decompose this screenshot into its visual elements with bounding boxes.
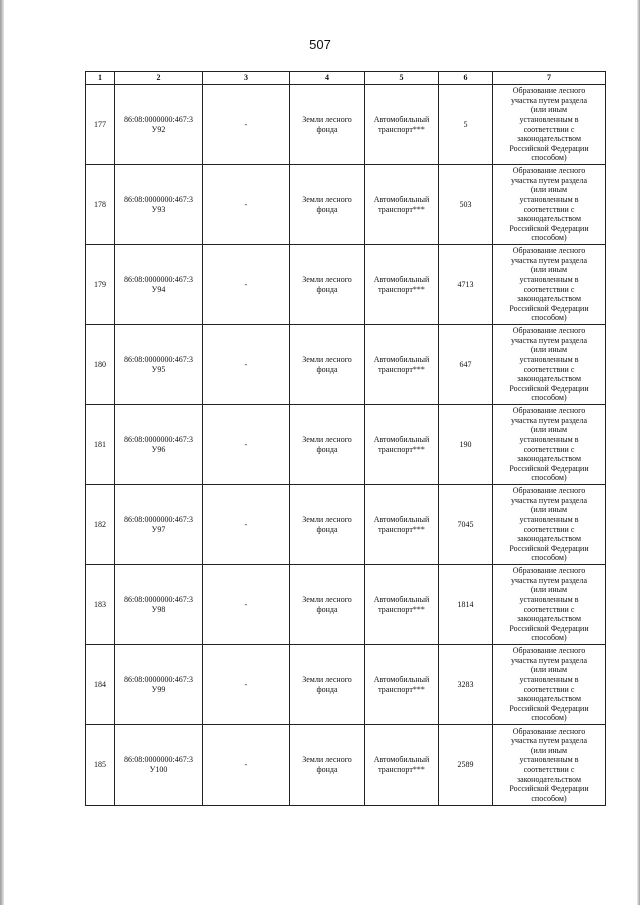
formation-method-line: (или иным	[530, 505, 568, 515]
table-row	[86, 485, 606, 565]
formation-method-line: участка путем раздела	[510, 415, 588, 425]
formation-method-line: законодательством	[516, 374, 582, 384]
cadastral-number	[115, 485, 203, 565]
header-col-7: 7	[493, 72, 606, 85]
formation-method-line: участка путем раздела	[510, 95, 588, 105]
col-3-value: -	[203, 325, 290, 405]
permitted-use-line: транспорт***	[378, 604, 425, 614]
row-number: 185	[86, 725, 115, 806]
formation-method-line: установленным в	[519, 114, 579, 124]
row-number: 183	[86, 565, 115, 645]
row-number: 180	[86, 325, 115, 405]
table-header	[86, 72, 606, 85]
cadastral-number	[115, 405, 203, 485]
cadastral-number	[115, 645, 203, 725]
header-col-6: 6	[439, 72, 493, 85]
land-category-line: Земли лесного	[302, 755, 352, 764]
cadastral-number	[115, 565, 203, 645]
permitted-use-line: транспорт***	[378, 284, 425, 294]
area-value: 5	[439, 85, 493, 165]
formation-method	[493, 405, 606, 485]
area-value: 7045	[439, 485, 493, 565]
formation-method-line: способом)	[531, 473, 567, 483]
formation-method-line: (или иным	[530, 105, 568, 115]
formation-method-line: соответствии с	[523, 444, 575, 454]
area-value: 3283	[439, 645, 493, 725]
cadastral-number	[115, 245, 203, 325]
formation-method-line: Российской Федерации	[509, 463, 589, 473]
formation-method-line: способом)	[531, 233, 567, 243]
cadastral-number-line: У94	[151, 284, 166, 294]
land-plot-table	[85, 71, 606, 806]
land-category-line: фонда	[316, 124, 338, 134]
formation-method-line: участка путем раздела	[510, 655, 588, 665]
permitted-use-line: транспорт***	[378, 364, 425, 374]
formation-method-line: участка путем раздела	[510, 335, 588, 345]
land-category-line: фонда	[316, 604, 338, 614]
land-category-line: фонда	[316, 524, 338, 534]
formation-method-line: Российской Федерации	[509, 703, 589, 713]
formation-method-line: Образование лесного	[512, 166, 586, 176]
permitted-use	[365, 485, 439, 565]
header-col-4: 4	[290, 72, 365, 85]
table-row	[86, 165, 606, 245]
table-row	[86, 725, 606, 806]
formation-method	[493, 85, 606, 165]
land-category	[290, 245, 365, 325]
area-value: 2589	[439, 725, 493, 806]
land-category	[290, 85, 365, 165]
header-row	[86, 72, 606, 85]
cadastral-number-line: У97	[151, 524, 166, 534]
cadastral-number-line: У93	[151, 204, 166, 214]
cadastral-number-line: У95	[151, 364, 166, 374]
cadastral-number-line: У99	[151, 684, 166, 694]
cadastral-number-line: 86:08:0000000:467:3	[124, 194, 193, 204]
formation-method-line: (или иным	[530, 345, 568, 355]
permitted-use-line: Автомобильный	[373, 674, 430, 684]
col-3-value: -	[203, 405, 290, 485]
permitted-use-line: транспорт***	[378, 524, 425, 534]
formation-method-line: способом)	[531, 713, 567, 723]
row-number: 179	[86, 245, 115, 325]
formation-method	[493, 165, 606, 245]
cadastral-number-line: 86:08:0000000:467:3	[124, 755, 193, 764]
land-category	[290, 405, 365, 485]
permitted-use-line: Автомобильный	[373, 755, 430, 764]
formation-method-line: Российской Федерации	[509, 623, 589, 633]
permitted-use-line: Автомобильный	[373, 594, 430, 604]
scan-edge-left	[0, 0, 4, 905]
cadastral-number-line: 86:08:0000000:467:3	[124, 594, 193, 604]
col-3-value: -	[203, 165, 290, 245]
formation-method-line: соответствии с	[523, 604, 575, 614]
formation-method-line: Российской Федерации	[509, 383, 589, 393]
permitted-use-line: Автомобильный	[373, 514, 430, 524]
formation-method	[493, 485, 606, 565]
formation-method	[493, 565, 606, 645]
formation-method-line: Образование лесного	[512, 326, 586, 336]
formation-method-line: способом)	[531, 553, 567, 563]
formation-method-line: Образование лесного	[512, 486, 586, 496]
land-category-line: Земли лесного	[302, 594, 352, 604]
formation-method-line: (или иным	[530, 265, 568, 275]
formation-method-line: соответствии с	[523, 765, 575, 774]
formation-method-line: Образование лесного	[512, 86, 586, 96]
formation-method-line: установленным в	[519, 514, 579, 524]
formation-method-line: Образование лесного	[512, 566, 586, 576]
formation-method-line: установленным в	[519, 194, 579, 204]
header-col-3: 3	[203, 72, 290, 85]
area-value: 647	[439, 325, 493, 405]
formation-method-line: (или иным	[530, 185, 568, 195]
formation-method-line: установленным в	[519, 674, 579, 684]
land-category-line: Земли лесного	[302, 274, 352, 284]
cadastral-number	[115, 725, 203, 806]
header-col-5: 5	[365, 72, 439, 85]
formation-method-line: Российской Федерации	[509, 223, 589, 233]
row-number: 184	[86, 645, 115, 725]
table-row	[86, 565, 606, 645]
permitted-use	[365, 565, 439, 645]
table-row	[86, 245, 606, 325]
land-category	[290, 485, 365, 565]
table-row	[86, 645, 606, 725]
header-col-1: 1	[86, 72, 115, 85]
land-category-line: Земли лесного	[302, 354, 352, 364]
permitted-use	[365, 645, 439, 725]
formation-method-line: способом)	[531, 633, 567, 643]
formation-method-line: установленным в	[519, 274, 579, 284]
formation-method-line: законодательством	[516, 454, 582, 464]
permitted-use-line: транспорт***	[378, 684, 425, 694]
formation-method-line: (или иным	[530, 425, 568, 435]
page-number: 507	[309, 37, 331, 52]
formation-method	[493, 645, 606, 725]
land-category	[290, 565, 365, 645]
cadastral-number-line: 86:08:0000000:467:3	[124, 274, 193, 284]
formation-method-line: Образование лесного	[512, 646, 586, 656]
formation-method-line: способом)	[531, 153, 567, 163]
formation-method-line: (или иным	[530, 745, 568, 755]
cadastral-number	[115, 165, 203, 245]
row-number: 181	[86, 405, 115, 485]
permitted-use	[365, 405, 439, 485]
formation-method-line: законодательством	[516, 294, 582, 304]
area-value: 190	[439, 405, 493, 485]
formation-method-line: Образование лесного	[512, 726, 586, 736]
cadastral-number	[115, 85, 203, 165]
cadastral-number-line: У100	[149, 765, 168, 774]
land-category-line: Земли лесного	[302, 674, 352, 684]
table-body	[86, 85, 606, 806]
row-number: 177	[86, 85, 115, 165]
land-category	[290, 725, 365, 806]
cadastral-number	[115, 325, 203, 405]
formation-method-line: законодательством	[516, 774, 582, 784]
row-number: 178	[86, 165, 115, 245]
land-category-line: фонда	[316, 765, 338, 774]
col-3-value: -	[203, 645, 290, 725]
formation-method-line: соответствии с	[523, 684, 575, 694]
land-category-line: фонда	[316, 284, 338, 294]
col-3-value: -	[203, 565, 290, 645]
formation-method-line: участка путем раздела	[510, 575, 588, 585]
formation-method	[493, 245, 606, 325]
formation-method-line: Российской Федерации	[509, 784, 589, 794]
formation-method-line: Образование лесного	[512, 406, 586, 416]
cadastral-number-line: 86:08:0000000:467:3	[124, 674, 193, 684]
formation-method-line: способом)	[531, 393, 567, 403]
permitted-use	[365, 725, 439, 806]
permitted-use-line: Автомобильный	[373, 354, 430, 364]
cadastral-number-line: 86:08:0000000:467:3	[124, 434, 193, 444]
land-category	[290, 325, 365, 405]
land-category-line: фонда	[316, 364, 338, 374]
land-category	[290, 645, 365, 725]
formation-method-line: соответствии с	[523, 124, 575, 134]
area-value: 4713	[439, 245, 493, 325]
formation-method-line: способом)	[531, 793, 567, 803]
formation-method-line: установленным в	[519, 354, 579, 364]
formation-method-line: Российской Федерации	[509, 143, 589, 153]
col-3-value: -	[203, 725, 290, 806]
cadastral-number-line: У98	[151, 604, 166, 614]
cadastral-number-line: 86:08:0000000:467:3	[124, 114, 193, 124]
table-row	[86, 85, 606, 165]
formation-method-line: Российской Федерации	[509, 543, 589, 553]
formation-method-line: Образование лесного	[512, 246, 586, 256]
permitted-use-line: Автомобильный	[373, 194, 430, 204]
col-3-value: -	[203, 485, 290, 565]
permitted-use-line: транспорт***	[378, 204, 425, 214]
formation-method	[493, 725, 606, 806]
table-row	[86, 325, 606, 405]
land-category-line: Земли лесного	[302, 194, 352, 204]
cadastral-number-line: У92	[151, 124, 166, 134]
row-number: 182	[86, 485, 115, 565]
permitted-use	[365, 165, 439, 245]
formation-method-line: соответствии с	[523, 524, 575, 534]
formation-method-line: соответствии с	[523, 364, 575, 374]
cadastral-number-line: 86:08:0000000:467:3	[124, 514, 193, 524]
col-3-value: -	[203, 245, 290, 325]
cadastral-number-line: У96	[151, 444, 166, 454]
area-value: 503	[439, 165, 493, 245]
formation-method-line: установленным в	[519, 594, 579, 604]
formation-method-line: участка путем раздела	[510, 255, 588, 265]
header-col-2: 2	[115, 72, 203, 85]
formation-method-line: законодательством	[516, 134, 582, 144]
permitted-use-line: Автомобильный	[373, 434, 430, 444]
land-category	[290, 165, 365, 245]
area-value: 1814	[439, 565, 493, 645]
formation-method-line: законодательством	[516, 214, 582, 224]
formation-method-line: (или иным	[530, 665, 568, 675]
permitted-use-line: Автомобильный	[373, 114, 430, 124]
land-category-line: фонда	[316, 204, 338, 214]
formation-method-line: законодательством	[516, 694, 582, 704]
formation-method-line: установленным в	[519, 755, 579, 765]
formation-method-line: участка путем раздела	[510, 495, 588, 505]
permitted-use-line: транспорт***	[378, 124, 425, 134]
permitted-use-line: Автомобильный	[373, 274, 430, 284]
land-category-line: фонда	[316, 684, 338, 694]
formation-method-line: способом)	[531, 313, 567, 323]
formation-method-line: законодательством	[516, 614, 582, 624]
col-3-value: -	[203, 85, 290, 165]
formation-method	[493, 325, 606, 405]
formation-method-line: установленным в	[519, 434, 579, 444]
land-category-line: Земли лесного	[302, 514, 352, 524]
formation-method-line: Российской Федерации	[509, 303, 589, 313]
formation-method-line: (или иным	[530, 585, 568, 595]
permitted-use	[365, 85, 439, 165]
permitted-use	[365, 245, 439, 325]
permitted-use-line: транспорт***	[378, 765, 425, 774]
permitted-use-line: транспорт***	[378, 444, 425, 454]
land-category-line: Земли лесного	[302, 114, 352, 124]
formation-method-line: участка путем раздела	[510, 175, 588, 185]
formation-method-line: соответствии с	[523, 204, 575, 214]
cadastral-number-line: 86:08:0000000:467:3	[124, 354, 193, 364]
table-row	[86, 405, 606, 485]
formation-method-line: участка путем раздела	[510, 736, 588, 746]
land-category-line: фонда	[316, 444, 338, 454]
formation-method-line: законодательством	[516, 534, 582, 544]
formation-method-line: соответствии с	[523, 284, 575, 294]
land-category-line: Земли лесного	[302, 434, 352, 444]
permitted-use	[365, 325, 439, 405]
